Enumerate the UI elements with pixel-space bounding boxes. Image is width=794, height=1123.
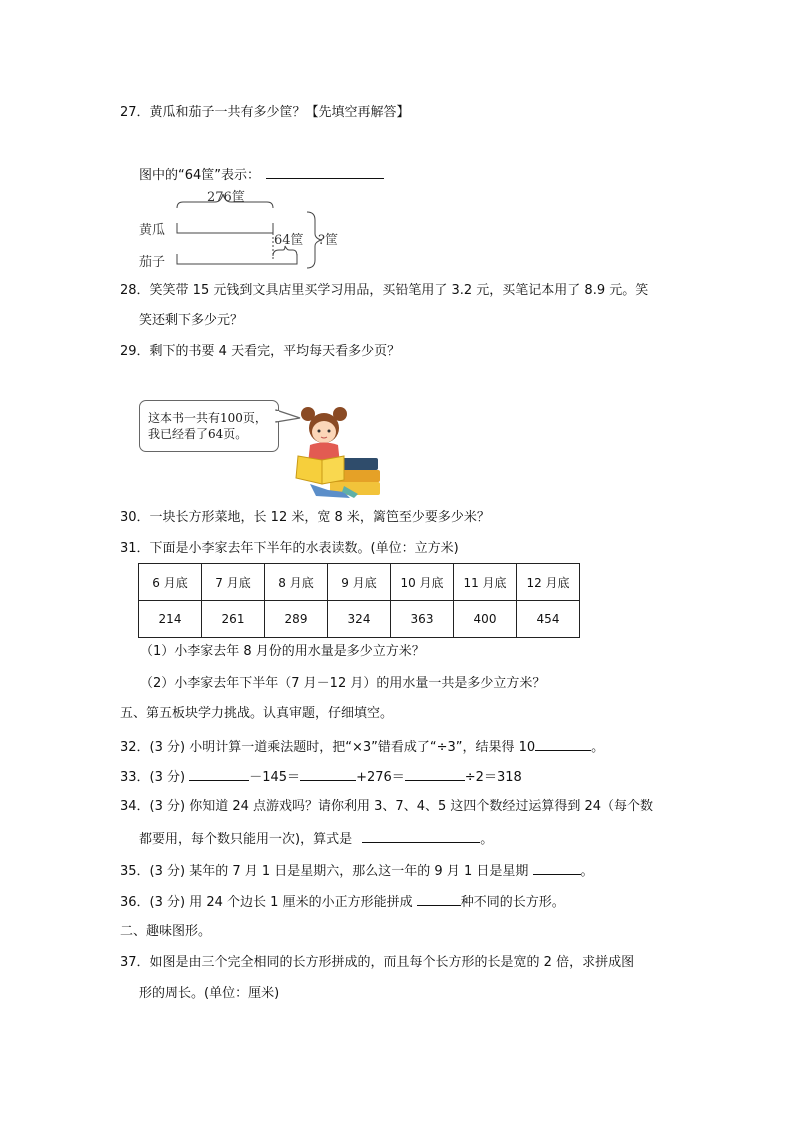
bubble-line1: 这本书一共有100页， [148, 411, 267, 425]
question-37-line2: 形的周长。(单位：厘米) [139, 986, 280, 1001]
answer-blank[interactable] [405, 768, 465, 781]
question-36 [120, 893, 565, 911]
row1-bar [177, 223, 273, 233]
question-37-line1: 37．如图是由三个完全相同的长方形拼成的，而且每个长方形的长是宽的 2 倍，求拼成图 [120, 955, 635, 970]
question-33-prefix: 33．(3 分) [120, 770, 190, 785]
table-row [139, 601, 580, 638]
header-cell: 10 月底 [391, 564, 454, 601]
header-cell: 6 月底 [139, 564, 202, 601]
question-36-end: 种不同的长方形。 [460, 895, 565, 910]
section-5-heading: 五、第五板块学力挑战。认真审题，仔细填空。 [120, 706, 394, 721]
row2-bar [177, 254, 297, 264]
question-28-line2: 笑还剩下多少元？ [139, 313, 244, 328]
question-32 [120, 738, 604, 756]
question-31-sub2: （2）小李家去年下半年（7 月－12 月）的用水量一共是多少立方米？ [140, 676, 546, 691]
question-36-text: 36．(3 分) 用 24 个边长 1 厘米的小正方形能拼成 [120, 895, 417, 910]
answer-blank[interactable] [266, 166, 384, 179]
question-35-text: 35．(3 分) 某年的 7 月 1 日是星期六，那么这一年的 9 月 1 日是星期 [120, 864, 533, 879]
answer-blank[interactable] [533, 862, 581, 875]
answer-blank[interactable] [535, 738, 591, 751]
header-cell: 11 月底 [454, 564, 517, 601]
question-35 [120, 862, 594, 880]
header-cell: 7 月底 [202, 564, 265, 601]
value-cell: 454 [517, 601, 580, 638]
diff-label: 64筐 [274, 233, 304, 248]
water-meter-table [138, 563, 580, 638]
answer-blank[interactable] [189, 768, 249, 781]
question-27-fill-line [139, 166, 384, 184]
question-29-title: 29．剩下的书要 4 天看完，平均每天看多少页？ [120, 344, 401, 359]
question-30-title: 30．一块长方形菜地，长 12 米，宽 8 米，篱笆至少要多少米？ [120, 510, 490, 525]
question-31-title: 31．下面是小李家去年下半年的水表读数。(单位：立方米) [120, 541, 459, 556]
header-cell: 9 月底 [328, 564, 391, 601]
speech-bubble [139, 400, 279, 452]
question-34-end: 。 [480, 832, 494, 847]
girl-reading-illustration [270, 400, 385, 500]
header-cell: 12 月底 [517, 564, 580, 601]
question-33-part1: －145＝ [249, 770, 301, 785]
answer-blank[interactable] [300, 768, 356, 781]
line-segment-diagram [135, 188, 350, 270]
question-32-text: 32．(3 分) 小明计算一道乘法题时，把“×3”错看成了“÷3”，结果得 10 [120, 740, 536, 755]
top-label: 276筐 [207, 190, 245, 205]
answer-blank[interactable] [362, 830, 480, 843]
question-33-part2: +276＝ [356, 770, 405, 785]
question-34-text: 都要用，每个数只能用一次)，算式是 [139, 832, 357, 847]
question-33 [120, 768, 522, 786]
value-cell: 400 [454, 601, 517, 638]
table-header-row [139, 564, 580, 601]
question-33-part3: ÷2＝318 [464, 770, 522, 785]
question-34-line1: 34．(3 分) 你知道 24 点游戏吗？请你利用 3、7、4、5 这四个数经过运算得到 24（每个数 [120, 799, 654, 814]
answer-blank[interactable] [417, 893, 461, 906]
value-cell: 289 [265, 601, 328, 638]
total-label: ?筐 [318, 233, 338, 248]
question-31-sub1: （1）小李家去年 8 月份的用水量是多少立方米？ [140, 644, 425, 659]
section-2-heading: 二、趣味图形。 [120, 924, 212, 939]
header-cell: 8 月底 [265, 564, 328, 601]
fill-label: 图中的“64筐”表示： [139, 168, 261, 183]
bubble-line2: 我已经看了64页。 [148, 427, 248, 441]
question-32-end: 。 [591, 740, 605, 755]
question-34-line2 [139, 830, 493, 848]
value-cell: 324 [328, 601, 391, 638]
question-27-title: 27．黄瓜和茄子一共有多少筐？【先填空再解答】 [120, 105, 410, 120]
value-cell: 363 [391, 601, 454, 638]
value-cell: 261 [202, 601, 265, 638]
value-cell: 214 [139, 601, 202, 638]
row2-label: 茄子 [139, 255, 166, 270]
question-35-end: 。 [580, 864, 594, 879]
row1-label: 黄瓜 [139, 223, 166, 238]
question-28-line1: 28．笑笑带 15 元钱到文具店里买学习用品，买铅笔用了 3.2 元，买笔记本用了 8.9 元。笑 [120, 283, 649, 298]
